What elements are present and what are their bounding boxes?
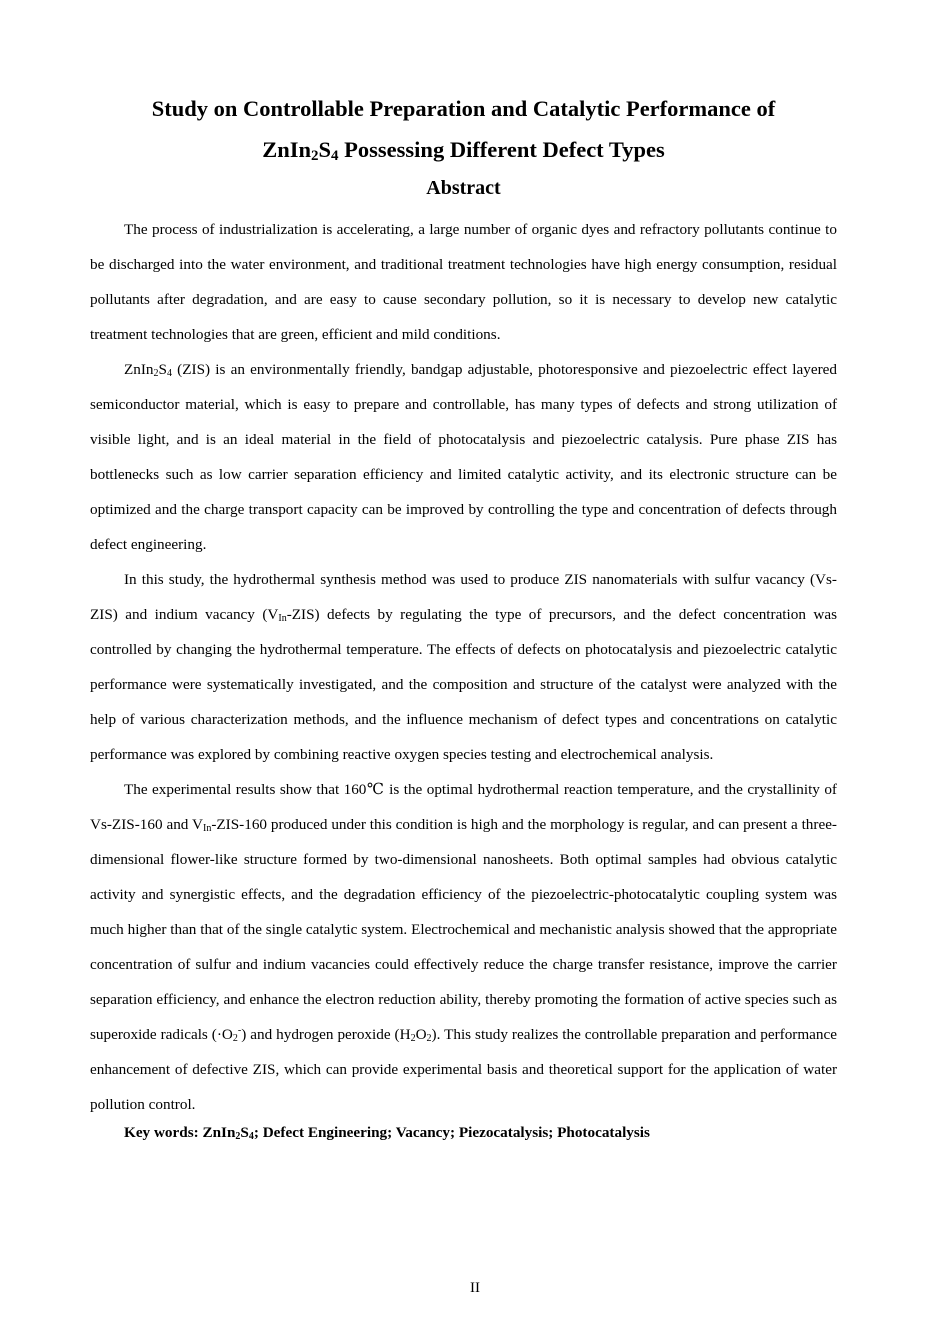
- abstract-paragraph-1: The process of industrialization is accelerating, a large number of organic dyes and refractory pollutants continue to be discharged into the water environment, and traditional treatment technologies have high energy consumption, residual pollutants after degradation, and are easy to cause secondary pollution, so it is necessary to develop new catalytic treatment technologies that are green, efficient and mild conditions.: [90, 221, 837, 343]
- page-number: II: [470, 1280, 480, 1296]
- abstract-paragraph-2: $ZnIn_2S_4$ (ZIS) is an environmentally friendly, bandgap adjustable, photoresponsive and piezoelectric effect layered semiconductor material, which is easy to prepare and controllable, has many types of defects and strong utilization of visible light, and is an ideal material in the field of photocatalysis and piezoelectric catalysis. Pure phase ZIS has bottlenecks such as low carrier separation efficiency and limited catalytic activity, and its electronic structure can be optimized and the charge transport capacity can be improved by controlling the type and concentration of defects through defect engineering.: [90, 361, 837, 553]
- abstract-heading: Abstract: [426, 177, 501, 199]
- paper-title: [90, 88, 837, 170]
- keywords-line: Key words: $ZnIn_2S_4$; Defect Engineering; Vacancy; Piezocatalysis; Photocatalysis: [124, 1124, 650, 1142]
- abstract-paragraph-3: In this study, the hydrothermal synthesis method was used to produce ZIS nanomaterials with sulfur vacancy (Vs-ZIS) and indium vacancy $(V_{In}-ZIS)$ defects by regulating the type of precursors, and the defect concentration was controlled by changing the hydrothermal temperature. The effects of defects on photocatalysis and piezoelectric catalytic performance were systematically investigated, and the composition and structure of the catalyst were analyzed with the help of various characterization methods, and the influence mechanism of defect types and concentrations on catalytic performance was explored by combining reactive oxygen species testing and electrochemical analysis.: [90, 571, 837, 763]
- document-page: [90, 88, 837, 1144]
- title-line-2: $ZnIn_2S_4$ Possessing Different Defect Types: [262, 137, 665, 164]
- abstract-paragraph-4: The experimental results show that 160℃ is the optimal hydrothermal reaction temperature, and the crystallinity of Vs-ZIS-160 and $V_{In}-ZIS-160$ produced under this condition is high and the morphology is regular, and can present a three-dimensional flower-like structure formed by two-dimensional nanosheets. Both optimal samples had obvious catalytic activity and synergistic effects, and the degradation efficiency of the piezoelectric-photocatalytic coupling system was much higher than that of the single catalytic system. Electrochemical and mechanistic analysis showed that the appropriate concentration of sulfur and indium vacancies could effectively reduce the charge transfer resistance, improve the carrier separation efficiency, and enhance the electron reduction ability, thereby promoting the formation of active species such as superoxide radicals $(\cdot O_2^-)$ and hydrogen peroxide $(H_2O_2)$. This study realizes the controllable preparation and performance enhancement of defective ZIS, which can provide experimental basis and theoretical support for the application of water pollution control.: [90, 781, 837, 1113]
- title-line-1: Study on Controllable Preparation and Catalytic Performance of: [151, 96, 776, 121]
